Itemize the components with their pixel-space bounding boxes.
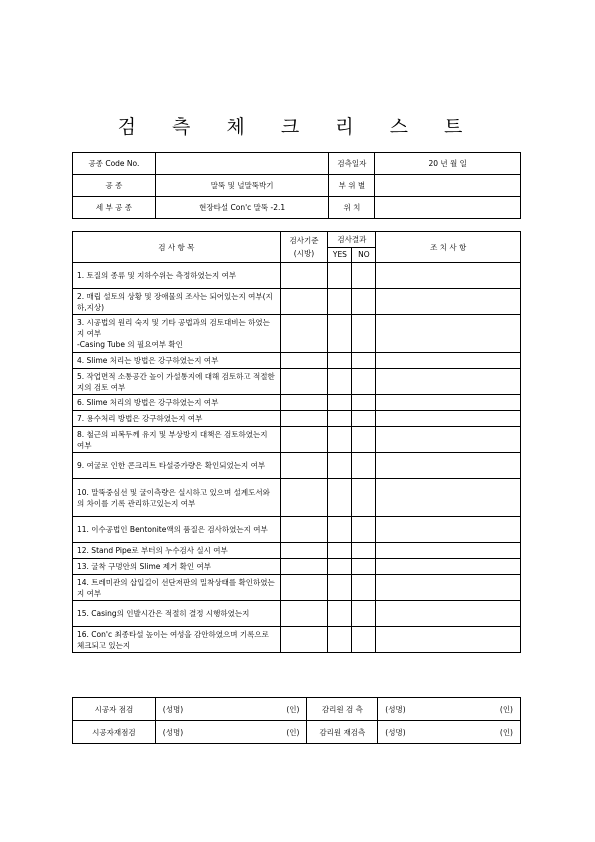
info-table <box>72 152 521 219</box>
standard-cell[interactable] <box>280 369 328 395</box>
yes-cell[interactable] <box>328 543 352 559</box>
table-row <box>73 601 521 627</box>
standard-cell[interactable] <box>280 353 328 369</box>
contractor-recheck-label: 시공자재점검 <box>73 721 156 744</box>
no-cell[interactable] <box>352 411 376 427</box>
part-label: 부 위 별 <box>329 175 375 197</box>
check-item-text: 13. 굴착 구멍안의 Slime 제거 확인 여부 <box>73 559 281 575</box>
action-cell[interactable] <box>376 315 521 353</box>
check-item-text: 9. 여굴로 인한 콘크리트 타설증가량은 확인되었는지 여부 <box>73 453 281 479</box>
header-standard: 검사기준 (시방) <box>280 232 328 263</box>
standard-cell[interactable] <box>280 427 328 453</box>
standard-cell[interactable] <box>280 559 328 575</box>
yes-cell[interactable] <box>328 575 352 601</box>
action-cell[interactable] <box>376 627 521 653</box>
yes-cell[interactable] <box>328 395 352 411</box>
action-cell[interactable] <box>376 411 521 427</box>
check-item-text: 7. 용수처리 방법은 강구하였는지 여부 <box>73 411 281 427</box>
table-row <box>73 559 521 575</box>
name-label: (성명) <box>385 704 406 714</box>
yes-cell[interactable] <box>328 627 352 653</box>
no-cell[interactable] <box>352 289 376 315</box>
standard-cell[interactable] <box>280 627 328 653</box>
check-item-text: 2. 매립 설토의 상황 및 장애물의 조사는 되어있는지 여부(지하,지상) <box>73 289 281 315</box>
check-item-text: 4. Slime 처리는 방법은 강구하였는지 여부 <box>73 353 281 369</box>
yes-cell[interactable] <box>328 289 352 315</box>
table-row <box>73 395 521 411</box>
contractor-check-label: 시공자 점검 <box>73 698 156 721</box>
position-label: 위 치 <box>329 197 375 219</box>
no-cell[interactable] <box>352 517 376 543</box>
table-row <box>73 263 521 289</box>
table-row <box>73 315 521 353</box>
standard-cell[interactable] <box>280 411 328 427</box>
action-cell[interactable] <box>376 263 521 289</box>
table-row <box>73 453 521 479</box>
no-cell[interactable] <box>352 263 376 289</box>
no-cell[interactable] <box>352 427 376 453</box>
no-cell[interactable] <box>352 315 376 353</box>
yes-cell[interactable] <box>328 601 352 627</box>
yes-cell[interactable] <box>328 353 352 369</box>
header-no: NO <box>352 247 376 263</box>
work-code-value[interactable] <box>155 153 329 175</box>
check-item-text: 16. Con'c 최종타설 높이는 여성을 감안하였으며 기록으로 체크되고 있는지 <box>73 627 281 653</box>
yes-cell[interactable] <box>328 517 352 543</box>
contractor-recheck-signature[interactable] <box>155 721 307 744</box>
work-code-label: 공종 Code No. <box>73 153 156 175</box>
action-cell[interactable] <box>376 353 521 369</box>
signature-table <box>72 697 521 744</box>
standard-cell[interactable] <box>280 575 328 601</box>
yes-cell[interactable] <box>328 427 352 453</box>
table-row <box>73 517 521 543</box>
supervisor-reinspect-label: 감리원 재검측 <box>307 721 378 744</box>
table-row <box>73 479 521 517</box>
inspect-date-label: 검측일자 <box>329 153 375 175</box>
no-cell[interactable] <box>352 395 376 411</box>
header-yes: YES <box>328 247 352 263</box>
action-cell[interactable] <box>376 453 521 479</box>
name-label: (성명) <box>162 727 184 737</box>
action-cell[interactable] <box>376 479 521 517</box>
check-item-text: 10. 말뚝중심선 및 굴이측량은 실시하고 있으며 설계도서와의 차이를 기록 관리하고있는지 여부 <box>73 479 281 517</box>
header-action: 조 치 사 항 <box>376 232 521 263</box>
header-result: 검사결과 <box>328 232 376 248</box>
name-label: (성명) <box>162 704 184 714</box>
action-cell[interactable] <box>376 559 521 575</box>
work-type-label: 공 종 <box>73 175 156 197</box>
inspect-date-value[interactable]: 20 년 월 일 <box>375 153 521 175</box>
no-cell[interactable] <box>352 453 376 479</box>
yes-cell[interactable] <box>328 263 352 289</box>
table-row <box>73 427 521 453</box>
check-item-text: 8. 철근의 피복두께 유지 및 부상방지 대책은 검토하였는지 여부 <box>73 427 281 453</box>
standard-cell[interactable] <box>280 289 328 315</box>
standard-cell[interactable] <box>280 479 328 517</box>
supervisor-inspect-signature[interactable] <box>378 698 521 721</box>
table-row <box>73 575 521 601</box>
seal-label: (인) <box>499 727 513 737</box>
check-item-text: 5. 작업면적 소통공간 높이 가설통지에 대해 검토하고 적절한지의 검토 여부 <box>73 369 281 395</box>
standard-cell[interactable] <box>280 395 328 411</box>
check-item-text: 6. Slime 처리의 방법은 강구하였는지 여부 <box>73 395 281 411</box>
yes-cell[interactable] <box>328 315 352 353</box>
no-cell[interactable] <box>352 575 376 601</box>
no-cell[interactable] <box>352 479 376 517</box>
action-cell[interactable] <box>376 543 521 559</box>
detail-label: 세 부 공 종 <box>73 197 156 219</box>
header-item: 검 사 항 목 <box>73 232 281 263</box>
work-type-value[interactable]: 말뚝 및 널말뚝박기 <box>155 175 329 197</box>
yes-cell[interactable] <box>328 369 352 395</box>
check-item-text: 11. 이수공법인 Bentonite액의 품질은 검사하였는지 여부 <box>73 517 281 543</box>
supervisor-inspect-label: 감리원 검 측 <box>307 698 378 721</box>
seal-label: (인) <box>286 727 300 737</box>
action-cell[interactable] <box>376 517 521 543</box>
contractor-check-signature[interactable] <box>155 698 307 721</box>
check-item-text: 3. 시공법의 원리 숙지 및 기타 공법과의 검토대비는 하였는지 여부 -Casing Tube 의 필요여부 확인 <box>73 315 281 353</box>
standard-cell[interactable] <box>280 263 328 289</box>
check-item-text: 15. Casing의 인발시간은 적절히 결정 시행하였는지 <box>73 601 281 627</box>
no-cell[interactable] <box>352 601 376 627</box>
action-cell[interactable] <box>376 427 521 453</box>
position-value[interactable] <box>375 197 521 219</box>
no-cell[interactable] <box>352 369 376 395</box>
check-item-text: 14. 트레미관의 삽입길이 선단저판의 밀착상태를 확인하였는지 여부 <box>73 575 281 601</box>
yes-cell[interactable] <box>328 559 352 575</box>
table-row <box>73 289 521 315</box>
standard-cell[interactable] <box>280 601 328 627</box>
standard-cell[interactable] <box>280 543 328 559</box>
no-cell[interactable] <box>352 543 376 559</box>
standard-cell[interactable] <box>280 517 328 543</box>
part-value[interactable] <box>375 175 521 197</box>
table-row <box>73 411 521 427</box>
action-cell[interactable] <box>376 395 521 411</box>
table-row <box>73 543 521 559</box>
action-cell[interactable] <box>376 575 521 601</box>
name-label: (성명) <box>385 727 406 737</box>
table-row <box>73 627 521 653</box>
yes-cell[interactable] <box>328 411 352 427</box>
action-cell[interactable] <box>376 601 521 627</box>
supervisor-reinspect-signature[interactable] <box>378 721 521 744</box>
yes-cell[interactable] <box>328 453 352 479</box>
seal-label: (인) <box>499 704 513 714</box>
no-cell[interactable] <box>352 627 376 653</box>
table-row <box>73 369 521 395</box>
check-item-text: 12. Stand Pipe로 부터의 누수검사 실시 여부 <box>73 543 281 559</box>
seal-label: (인) <box>286 704 300 714</box>
no-cell[interactable] <box>352 353 376 369</box>
standard-cell[interactable] <box>280 315 328 353</box>
table-row <box>73 353 521 369</box>
page-title: 검 측 체 크 리 스 트 <box>117 116 478 138</box>
action-cell[interactable] <box>376 289 521 315</box>
check-item-text: 1. 토질의 종류 및 지하수위는 측정하였는지 여부 <box>73 263 281 289</box>
standard-cell[interactable] <box>280 453 328 479</box>
detail-value[interactable]: 현장타설 Con'c 말뚝 -2.1 <box>155 197 329 219</box>
action-cell[interactable] <box>376 369 521 395</box>
no-cell[interactable] <box>352 559 376 575</box>
yes-cell[interactable] <box>328 479 352 517</box>
checklist-table <box>72 231 521 653</box>
